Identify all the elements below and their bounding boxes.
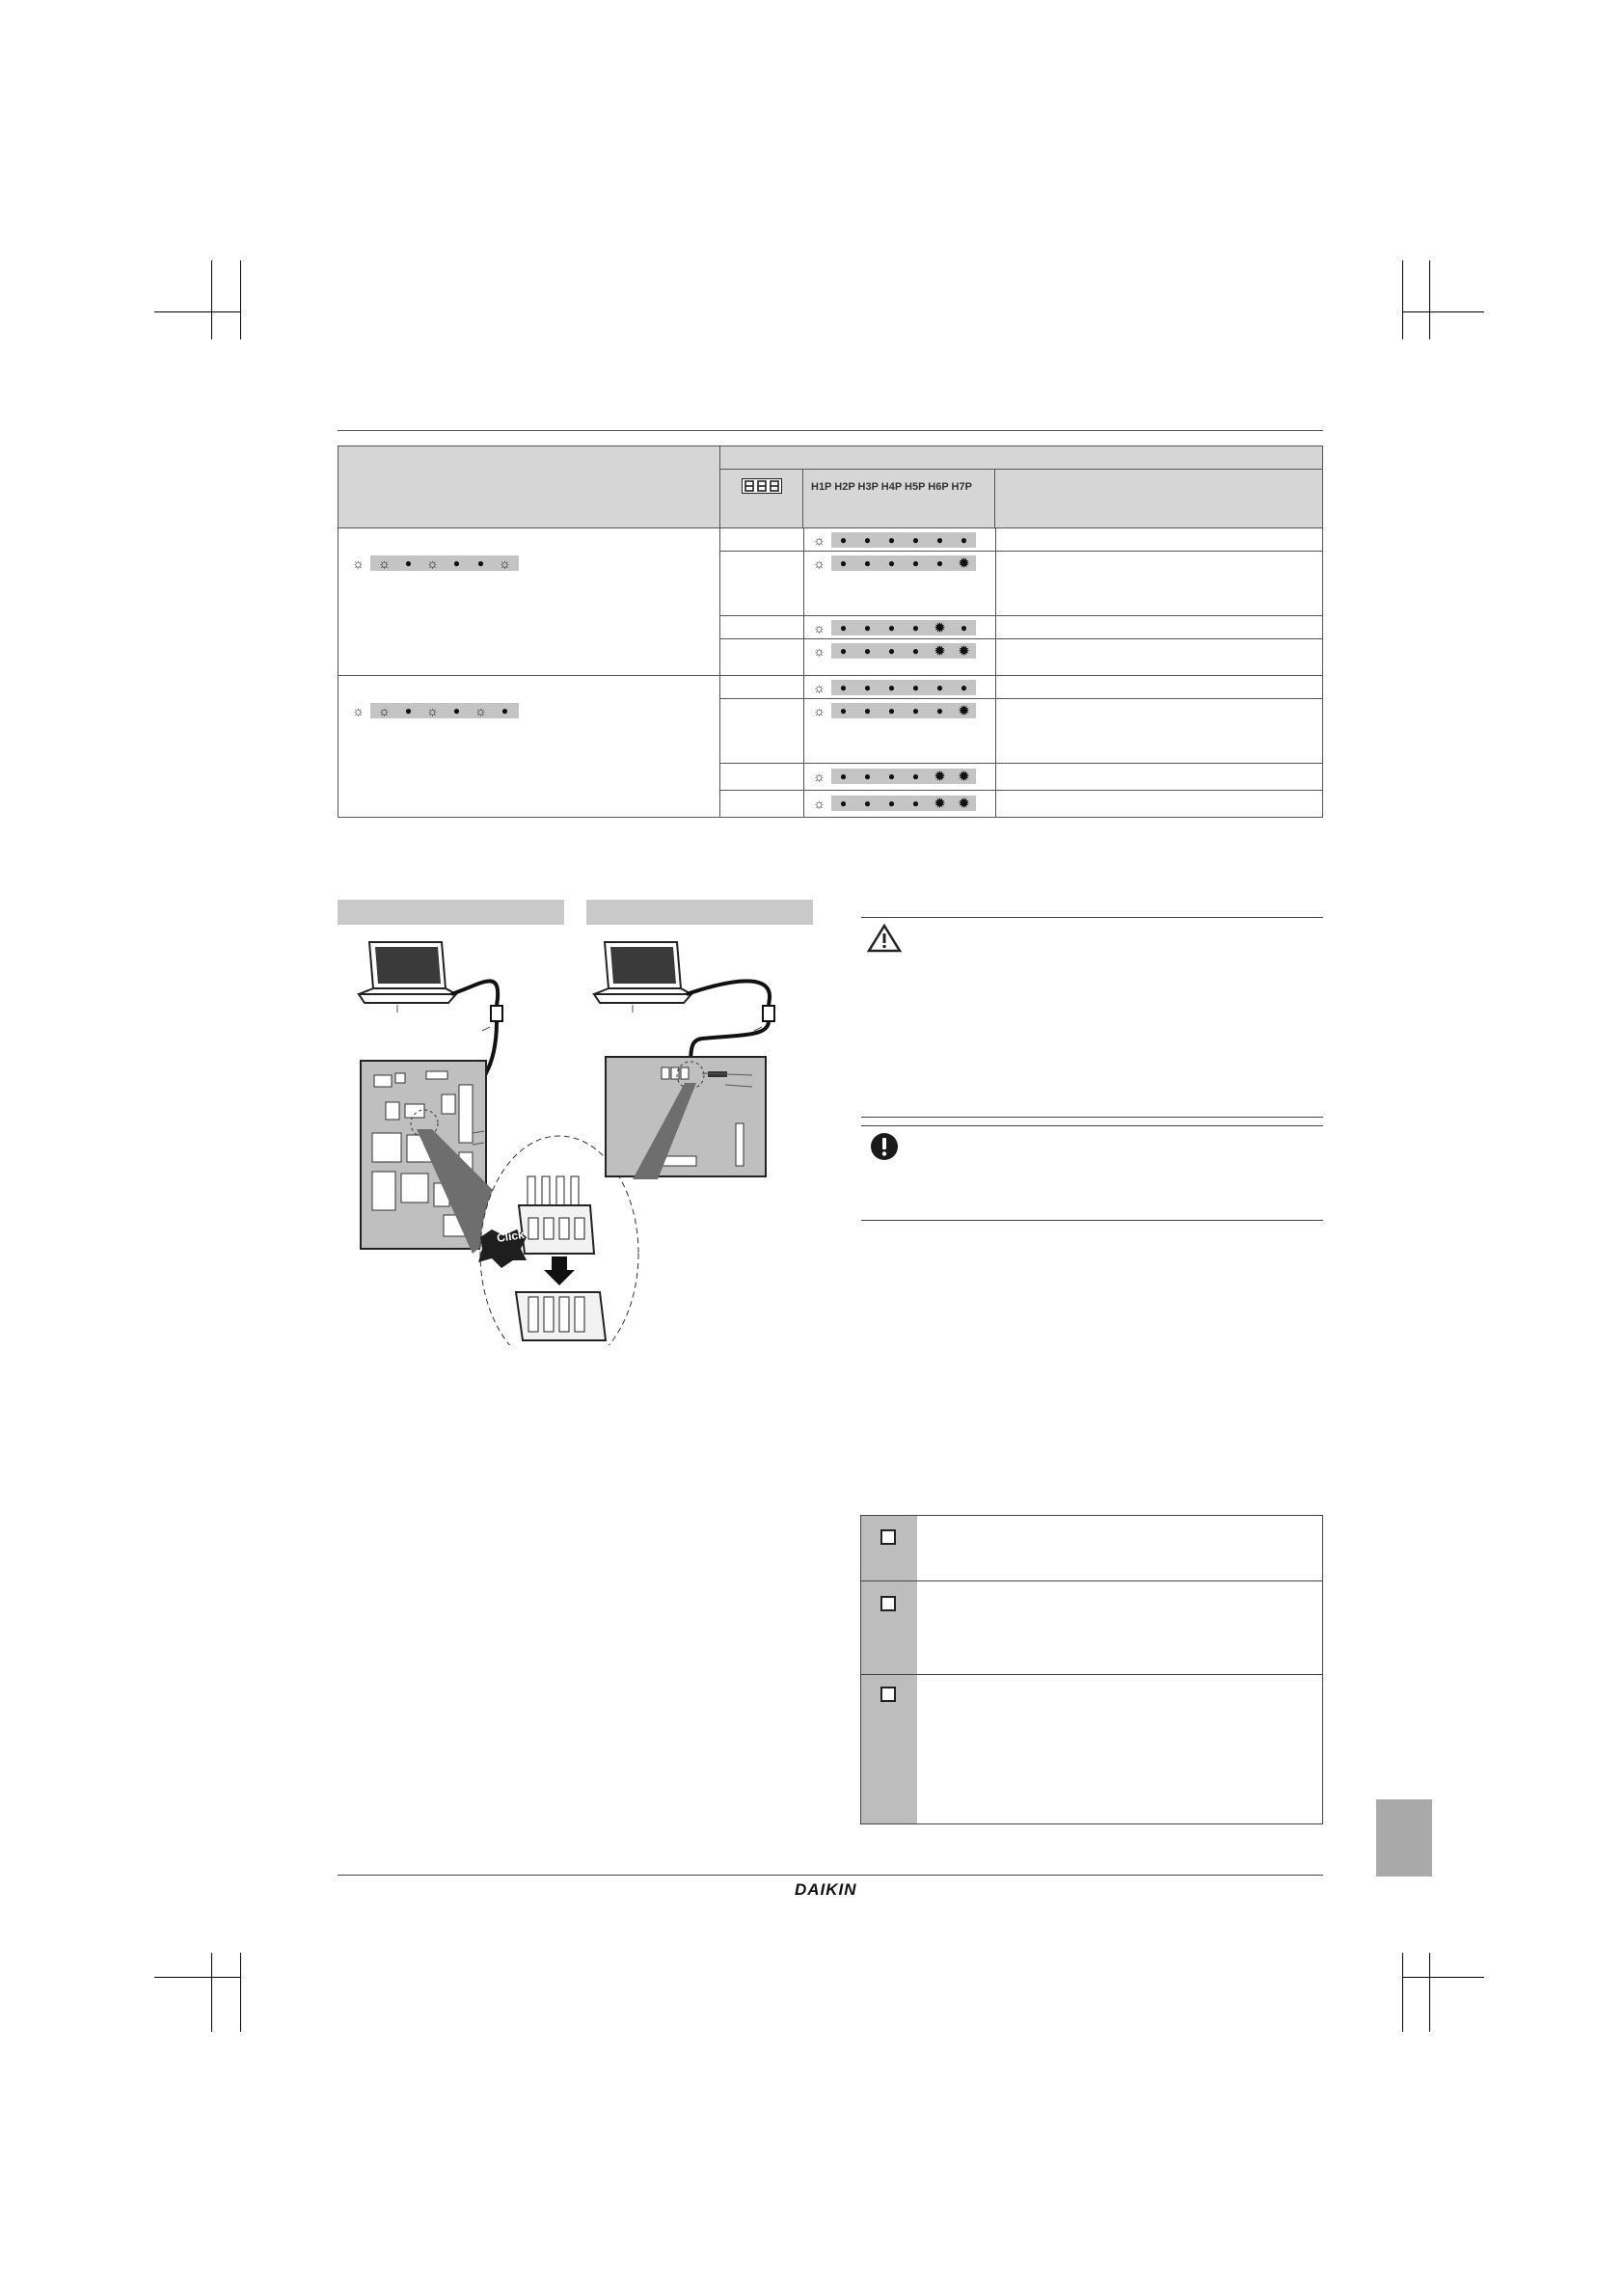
led-bar: ● ● ● ● ✹ ✹ xyxy=(831,643,976,659)
group-led-pattern xyxy=(346,703,519,718)
daikin-logo: DAIKIN xyxy=(795,1880,857,1899)
table-header-top xyxy=(720,446,1322,470)
note-rule xyxy=(861,1125,1323,1126)
led-off-icon: ● xyxy=(501,704,509,717)
table-row xyxy=(720,763,1322,790)
crop-mark xyxy=(240,1953,241,2032)
note-rule xyxy=(861,1117,1323,1118)
click-label: Click xyxy=(496,1228,526,1245)
table-row xyxy=(720,638,1322,675)
note-rule xyxy=(861,1220,1323,1221)
table-header-description xyxy=(995,470,1322,527)
figure-header-right xyxy=(586,900,813,925)
crop-mark xyxy=(1429,260,1430,339)
row-led-pattern xyxy=(807,703,976,718)
checklist-column xyxy=(861,1516,917,1823)
led-bar: ● ● ● ● ● ✹ xyxy=(831,555,976,571)
crop-mark xyxy=(154,1977,241,1978)
row-led-pattern xyxy=(807,555,976,571)
crop-mark xyxy=(154,311,241,312)
table-row xyxy=(720,527,1322,551)
table-row xyxy=(720,790,1322,818)
row-led-pattern xyxy=(807,769,976,784)
footer-rule xyxy=(338,1875,1323,1876)
checkbox[interactable] xyxy=(880,1687,896,1702)
led-off-icon: ● xyxy=(404,704,413,717)
led-bar: ● ● ● ● ● ● xyxy=(831,532,976,548)
led-sun-icon: ☼ xyxy=(813,703,826,718)
note-rule xyxy=(861,917,1323,918)
checklist-divider xyxy=(861,1580,1322,1581)
crop-mark xyxy=(240,260,241,339)
group-led-pattern xyxy=(346,555,519,571)
led-bar: ● ● ● ● ● ✹ xyxy=(831,703,976,718)
laptop-icon xyxy=(594,942,691,1003)
led-off-icon: ● xyxy=(452,704,461,717)
table-row xyxy=(720,698,1322,763)
led-sun-icon: ☼ xyxy=(813,643,826,659)
led-bar: ● ● ● ● ✹ ✹ xyxy=(831,796,976,811)
crop-mark xyxy=(211,1953,212,2032)
led-sun-icon: ☼ xyxy=(813,769,826,784)
led-sun-icon: ☼ xyxy=(426,703,439,718)
led-sun-icon: ☼ xyxy=(813,555,826,571)
warning-triangle-icon xyxy=(867,923,902,954)
crop-mark xyxy=(211,260,212,339)
led-off-icon: ● xyxy=(476,556,485,570)
row-led-pattern xyxy=(807,796,976,811)
led-status-table xyxy=(338,446,1323,818)
laptop-icon xyxy=(359,942,456,1003)
checklist-divider xyxy=(861,1674,1322,1675)
led-bar: ● ● ● ● ● ● xyxy=(831,680,976,695)
figure-header-left xyxy=(338,900,564,925)
led-bar: ● ● ● ● ✹ ● xyxy=(831,620,976,635)
row-led-pattern xyxy=(807,532,976,548)
led-bar xyxy=(370,555,519,571)
table-header-leds xyxy=(803,470,995,527)
status-group xyxy=(338,527,720,675)
led-sun-icon: ☼ xyxy=(352,703,365,718)
seven-segment-display-icon xyxy=(742,478,782,494)
led-header-label: H1P H2P H3P H4P H5P H6P H7P xyxy=(811,481,972,493)
led-bar xyxy=(370,703,519,718)
crop-mark xyxy=(1402,1953,1403,2032)
led-off-icon: ● xyxy=(404,556,413,570)
crop-mark xyxy=(1402,1977,1484,1978)
led-sun-icon: ☼ xyxy=(378,555,391,571)
status-group xyxy=(338,675,720,818)
table-header-left xyxy=(338,446,720,527)
crop-mark xyxy=(1402,260,1403,339)
checkbox[interactable] xyxy=(880,1596,896,1611)
row-led-pattern xyxy=(807,680,976,695)
led-sun-icon: ☼ xyxy=(474,703,487,718)
led-bar: ● ● ● ● ✹ ✹ xyxy=(831,769,976,784)
checkbox[interactable] xyxy=(880,1529,896,1545)
led-sun-icon: ☼ xyxy=(426,555,439,571)
led-sun-icon: ☼ xyxy=(813,796,826,811)
table-row xyxy=(720,615,1322,638)
led-sun-icon: ☼ xyxy=(813,680,826,695)
row-led-pattern xyxy=(807,620,976,635)
led-sun-icon: ☼ xyxy=(813,532,826,548)
led-sun-icon: ☼ xyxy=(378,703,391,718)
table-header-display xyxy=(720,470,803,527)
laptop-pcb-illustration-alt xyxy=(586,931,818,1220)
led-sun-icon: ☼ xyxy=(499,555,511,571)
exclamation-circle-icon xyxy=(870,1132,899,1161)
checklist-table xyxy=(860,1515,1323,1824)
led-sun-icon: ☼ xyxy=(813,620,826,635)
crop-mark xyxy=(1402,311,1484,312)
header-rule xyxy=(338,430,1323,431)
crop-mark xyxy=(1429,1953,1430,2032)
led-off-icon: ● xyxy=(452,556,461,570)
row-led-pattern xyxy=(807,643,976,659)
led-sun-icon: ☼ xyxy=(352,555,365,571)
table-row xyxy=(720,551,1322,615)
chapter-side-tab xyxy=(1376,1799,1432,1877)
table-row xyxy=(720,675,1322,698)
